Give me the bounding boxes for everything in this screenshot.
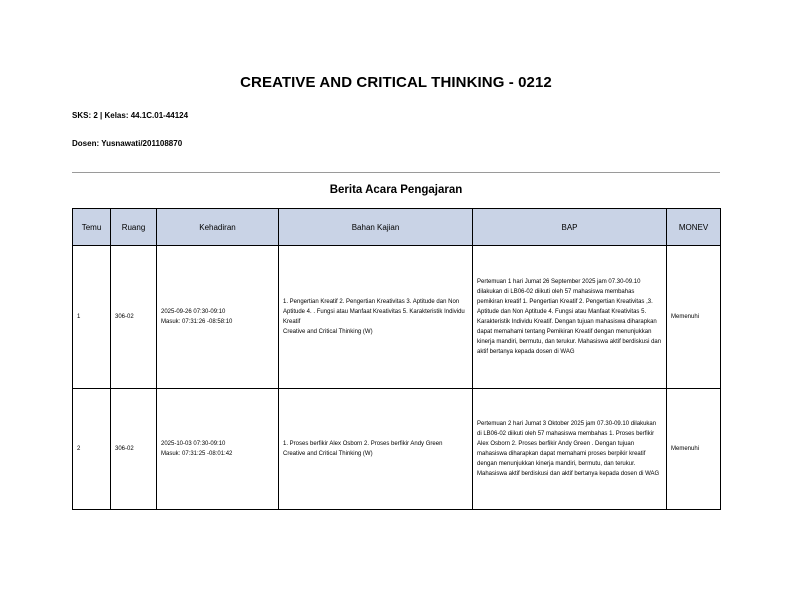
header-ruang: Ruang (111, 209, 157, 246)
cell-bap: Pertemuan 1 hari Jumat 26 September 2025 jam 07.30-09.10 dilakukan di LB06-02 diikuti oleh 57 mahasiswa membahas pemikiran kreatif 1. Pengertian Kreatif 2. Pengertian Kreativitas ,3. Aptitude dan Non Aptitude 4. Fungsi atau Manfaat Kreativitas 5. Karakteristik Individu Kreatif. Dengan tujuan mahasiswa diharapkan dapat memahami tentang Pemikiran Kreatif dengan menunjukkan kinerja mandiri, bermutu, dan terukur. Mahasiswa aktif berdiskusi dan aktif bertanya kepada dosen di WAG (473, 246, 667, 389)
table-header-row (73, 209, 721, 246)
header-kehadiran: Kehadiran (157, 209, 279, 246)
cell-bap: Pertemuan 2 hari Jumat 3 Oktober 2025 jam 07.30-09.10 dilakukan di LB06-02 diikuti oleh 57 mahasiswa membahas 1. Proses berfikir Alex Osborn 2. Proses berfikir Andy Green . Dengan tujuan mahasiswa diharapkan dapat memahami proses berpikir kreatif dengan menunjukkan kinerja mandiri, bermutu, dan terukur. Mahasiswa aktif berdiskusi dan aktif bertanya kepada dosen di WAG (473, 389, 667, 510)
bap-table (72, 208, 721, 510)
bahan-kajian-topics: 1. Pengertian Kreatif 2. Pengertian Kreativitas 3. Aptitude dan Non Aptitude 4. . Fungsi atau Manfaat Kreativitas 5. Karakteristik Individu Kreatif (283, 299, 465, 325)
dosen-info: Dosen: Yusnawati/201108870 (72, 139, 183, 148)
table-row (73, 389, 721, 510)
cell-bahan-kajian (279, 389, 473, 510)
cell-ruang: 306-02 (111, 246, 157, 389)
bahan-kajian-course: Creative and Critical Thinking (W) (283, 451, 373, 457)
cell-monev: Memenuhi (667, 246, 721, 389)
kehadiran-jadwal: 2025-10-03 07:30-09:10 (161, 441, 226, 447)
bahan-kajian-topics: 1. Proses berfikir Alex Osborn 2. Proses berfikir Andy Green (283, 441, 443, 447)
kehadiran-masuk: Masuk: 07:31:26 -08:58:10 (161, 319, 233, 325)
cell-ruang: 306-02 (111, 389, 157, 510)
page-title: CREATIVE AND CRITICAL THINKING - 0212 (240, 74, 552, 91)
header-bahan-kajian: Bahan Kajian (279, 209, 473, 246)
header-monev: MONEV (667, 209, 721, 246)
table-row (73, 246, 721, 389)
sks-kelas-info: SKS: 2 | Kelas: 44.1C.01-44124 (72, 111, 189, 120)
kehadiran-jadwal: 2025-09-26 07:30-09:10 (161, 309, 226, 315)
cell-temu: 1 (73, 246, 111, 389)
cell-kehadiran (157, 389, 279, 510)
section-title: Berita Acara Pengajaran (329, 184, 463, 196)
cell-bahan-kajian (279, 246, 473, 389)
header-bap: BAP (473, 209, 667, 246)
cell-temu: 2 (73, 389, 111, 510)
header-temu: Temu (73, 209, 111, 246)
cell-monev: Memenuhi (667, 389, 721, 510)
kehadiran-masuk: Masuk: 07:31:25 -08:01:42 (161, 451, 233, 457)
header-divider (72, 172, 720, 173)
bahan-kajian-course: Creative and Critical Thinking (W) (283, 329, 373, 335)
cell-kehadiran (157, 246, 279, 389)
